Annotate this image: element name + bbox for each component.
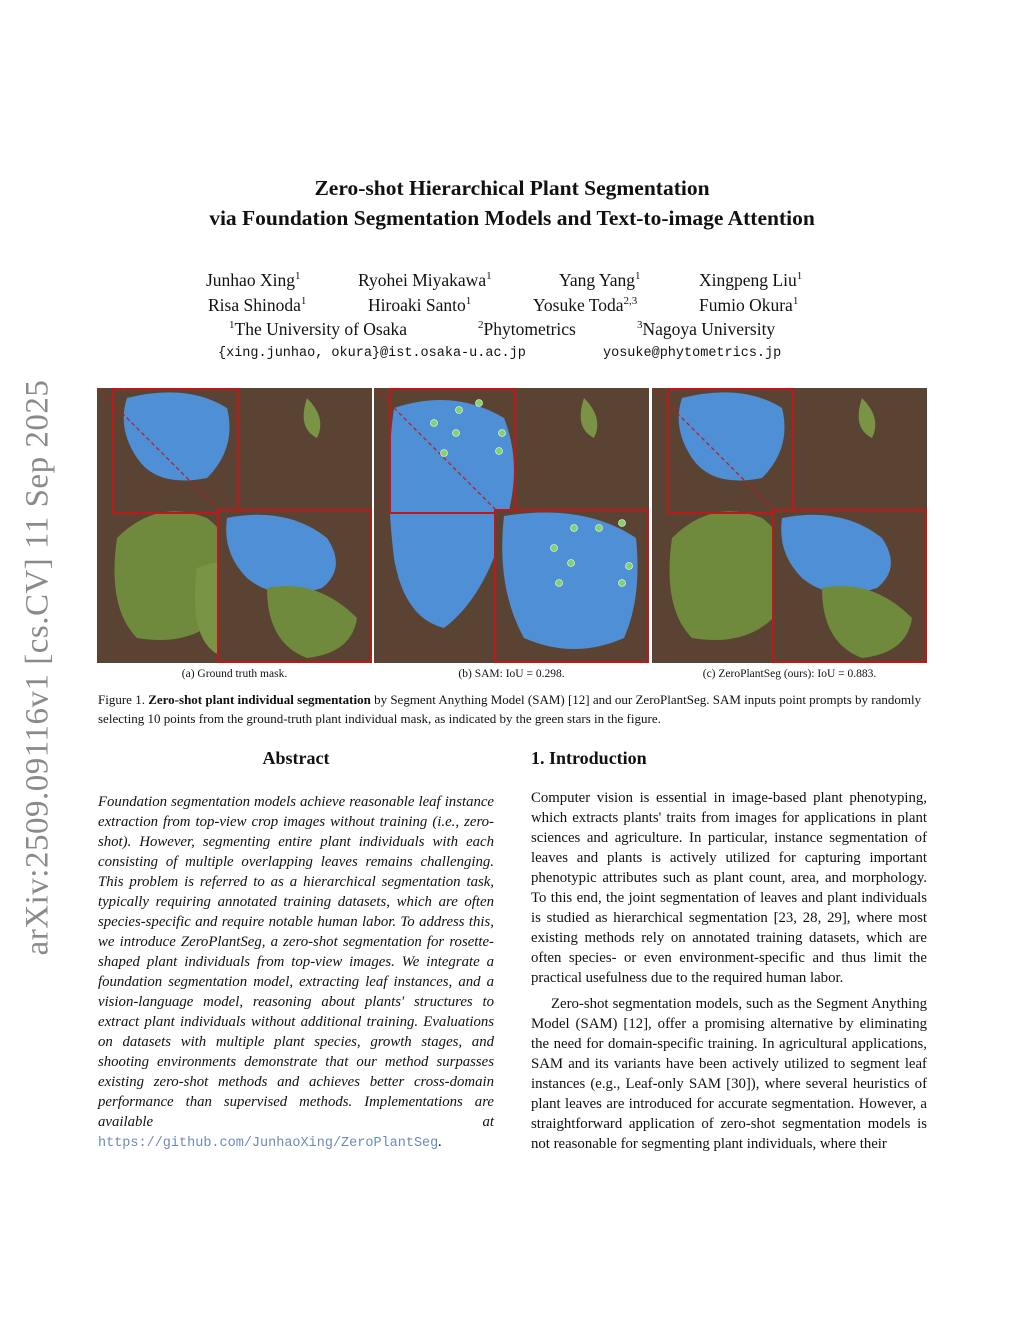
introduction-heading: 1. Introduction <box>531 748 647 768</box>
github-link[interactable]: https://github.com/JunhaoXing/ZeroPlantSeg <box>98 1136 439 1151</box>
introduction-body <box>531 788 927 1154</box>
author: Hiroaki Santo$^1$ <box>368 295 472 315</box>
affiliations <box>0 319 1024 343</box>
figure-caption-text: by Segment Anything Model (SAM) [12] and our ZeroPlantSeg. SAM inputs point prompts by randomly selecting 10 points from the ground-truth plant individual mask, as indicated by the green stars in the figure. <box>98 692 922 726</box>
subcaption-c: (c) ZeroPlantSeg (ours): IoU = 0.883. <box>702 668 877 680</box>
affiliation: $^1$The University of Osaka <box>229 319 408 339</box>
figure-panel-sam <box>374 388 649 663</box>
author: Yang Yang$^1$ <box>559 270 641 290</box>
author-row-2 <box>0 295 1024 319</box>
abstract-body: Foundation segmentation models achieve reasonable leaf instance extraction from top-view crop images without training (i.e., zero-shot). However, segmenting entire plant individuals with each consisting of multiple overlapping leaves remains challenging. This problem is referred to as a hierarchical segmentation task, typically requiring annotated training datasets, which are often species-specific and require notable human labor. To address this, we introduce ZeroPlantSeg, a zero-shot segmentation for rosette-shaped plant individuals from top-view images. We integrate a foundation segmentation model, extracting leaf instances, and a vision-language model, reasoning about plants' structures to extract plant individuals without additional training. Evaluations on datasets with multiple plant species, growth stages, and shooting environments demonstrate that our method surpasses existing zero-shot methods and achieves better cross-domain performance than supervised methods. Implementations are available at https://github.com/JunhaoXing/ZeroPlantSeg. <box>98 794 494 1151</box>
arxiv-identifier: arXiv:2509.09116v1 [cs.CV] 11 Sep 2025 <box>19 379 56 956</box>
author: Fumio Okura$^1$ <box>699 295 799 315</box>
author: Junhao Xing$^1$ <box>206 270 301 290</box>
figure-caption-bold: Zero-shot plant individual segmentation <box>148 692 371 707</box>
affiliation: $^2$Phytometrics <box>478 319 576 339</box>
figure-label: Figure 1. <box>98 692 145 707</box>
subcaption-b: (b) SAM: IoU = 0.298. <box>458 668 565 680</box>
author: Risa Shinoda$^1$ <box>208 295 307 315</box>
figure-caption <box>98 690 928 728</box>
affiliation: $^3$Nagoya University <box>637 319 776 339</box>
intro-paragraph-1: Computer vision is essential in image-based plant phenotyping, which extracts plants' traits from images for applications in plant sciences and agriculture. In particular, instance segmentation of leaves and plants is actively utilized for capturing important phenotypic attributes such as plant count, area, and morphology. To this end, the joint segmentation of leaves and plant individuals is studied as hierarchical segmentation [23, 28, 29], where most existing methods rely on annotated training datasets, which are often species- or even environment-specific and thus limit the practical usefulness due to the required human labor. <box>531 790 927 986</box>
figure-panel-zeroplantseg <box>652 388 927 663</box>
abstract-heading: Abstract <box>262 748 330 768</box>
subcaption-a: (a) Ground truth mask. <box>181 668 288 680</box>
intro-paragraph-2: Zero-shot segmentation models, such as the Segment Anything Model (SAM) [12], offer a promising alternative by eliminating the need for domain-specific training. In agricultural applications, SAM and its variants have been actively utilized to segment leaf instances (e.g., Leaf-only SAM [30]), where several heuristics of plant leaves are introduced for accurate segmentation. However, a straightforward application of zero-shot segmentation models is not reasonable for segmenting plant individuals, where their <box>531 996 927 1152</box>
author: Yosuke Toda$^{2,3}$ <box>533 295 638 315</box>
author: Ryohei Miyakawa$^1$ <box>358 270 492 290</box>
paper-title-line2: via Foundation Segmentation Models and Text-to-image Attention <box>209 206 815 230</box>
author-row-1 <box>0 270 1024 294</box>
abstract-text: Foundation segmentation models achieve reasonable leaf instance extraction from top-view crop images without training (i.e., zero-shot). However, segmenting entire plant individuals with each consisting of multiple overlapping leaves remains challenging. This problem is referred to as a hierarchical segmentation task, typically requiring annotated training datasets, which are often species-specific and require notable human labor. To address this, we introduce ZeroPlantSeg, a zero-shot segmentation for rosette-shaped plant individuals from top-view images. We integrate a foundation segmentation model, extracting leaf instances, and a vision-language model, reasoning about plants' structures to extract plant individuals without additional training. Evaluations on datasets with multiple plant species, growth stages, and shooting environments demonstrate that our method surpasses existing zero-shot methods and achieves better cross-domain performance than supervised methods. Implementations are available at <box>98 794 494 1130</box>
email-2: yosuke@phytometrics.jp <box>603 346 782 361</box>
author: Xingpeng Liu$^1$ <box>699 270 803 290</box>
paper-title-line1: Zero-shot Hierarchical Plant Segmentation <box>314 176 710 200</box>
figure-panel-ground-truth <box>97 388 372 663</box>
email-1: {xing.junhao, okura}@ist.osaka-u.ac.jp <box>218 346 526 361</box>
